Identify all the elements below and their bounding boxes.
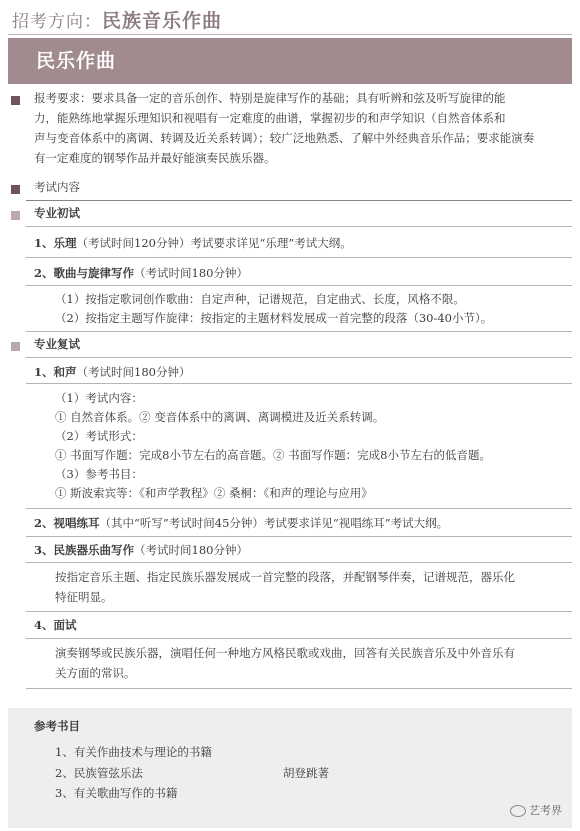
bullet-square: [11, 342, 20, 351]
divider: [26, 508, 572, 509]
divider: [26, 200, 572, 201]
retest-item-1: [34, 363, 190, 382]
retest-item-3: [34, 541, 248, 560]
item-head: 2、歌曲与旋律写作: [34, 266, 135, 280]
item-detail: （考试时间180分钟）: [134, 266, 248, 280]
retest-item-3-line-1: 按指定音乐主题、指定民族乐器发展成一首完整的段落，并配钢琴伴奏，记谱规范，器乐化: [55, 570, 515, 584]
requirements-line-4: 有一定难度的钢琴作品并最好能演奏民族乐器。: [34, 151, 276, 165]
divider: [26, 562, 572, 563]
references-author: 胡登跳著: [283, 766, 329, 780]
watermark: [510, 802, 562, 818]
item-detail: （考试时间180分钟）: [134, 543, 248, 557]
prelim-item-2-line-2: （2）按指定主题写作旋律：按指定的主题材料发展成一首完整的段落（30-40小节）。: [55, 311, 493, 325]
header-main: 民族音乐作曲: [102, 10, 223, 32]
retest-label: 专业复试: [34, 337, 80, 351]
retest-item-3-line-2: 特征明显。: [55, 590, 113, 604]
references-item-1: 1、有关作曲技术与理论的书籍: [55, 745, 212, 759]
retest-item-1-line-4: ① 书面写作题：完成8小节左右的高音题。② 书面写作题：完成8小节左右的低音题。: [55, 448, 491, 462]
retest-item-1-line-2: ① 自然音体系。② 变音体系中的离调、离调模进及近关系转调。: [55, 410, 385, 424]
bullet-square: [11, 96, 20, 105]
divider: [26, 226, 572, 227]
divider: [26, 331, 572, 332]
prelim-label: 专业初试: [34, 206, 80, 220]
divider: [26, 638, 572, 639]
requirements-line-2: 力，能熟练地掌握乐理知识和视唱有一定难度的曲谱，掌握初步的和声学知识（自然音体系和: [34, 111, 506, 125]
item-head: 1、和声: [34, 365, 77, 379]
retest-item-1-line-6: ① 斯波索宾等：《和声学教程》② 桑桐：《和声的理论与应用》: [55, 486, 373, 500]
references-item-3: 3、有关歌曲写作的书籍: [55, 786, 178, 800]
divider: [26, 257, 572, 258]
retest-item-1-line-3: （2）考试形式：: [55, 429, 143, 443]
header-divider: [8, 34, 572, 35]
item-head: 3、民族器乐曲写作: [34, 543, 135, 557]
requirements-line-1: 报考要求：要求具备一定的音乐创作、特别是旋律写作的基础；具有听辨和弦及听写旋律的能: [34, 91, 506, 105]
divider: [26, 285, 572, 286]
divider: [26, 611, 572, 612]
retest-item-4-line-2: 关方面的常识。: [55, 666, 136, 680]
retest-item-1-line-5: （3）参考书目：: [55, 467, 143, 481]
retest-item-4-line-1: 演奏钢琴或民族乐器，演唱任何一种地方风格民歌或戏曲，回答有关民族音乐及中外音乐有: [55, 646, 515, 660]
bullet-square: [11, 185, 20, 194]
item-head: 1、乐理: [34, 236, 77, 250]
divider: [26, 357, 572, 358]
retest-item-2: [34, 514, 448, 533]
retest-item-1-line-1: （1）考试内容：: [55, 391, 143, 405]
divider: [26, 383, 572, 384]
item-detail: （其中“听写”考试时间45分钟）考试要求详见“视唱练耳”考试大纲。: [99, 516, 449, 530]
prelim-item-2-line-1: （1）按指定歌词创作歌曲：自定声种，记谱规范，自定曲式、长度，风格不限。: [55, 292, 465, 306]
retest-item-4: 4、面试: [34, 618, 77, 632]
divider: [26, 688, 572, 689]
item-detail: （考试时间180分钟）: [76, 365, 191, 379]
prelim-item-1: [34, 234, 352, 253]
section-banner: 民乐作曲: [8, 38, 572, 84]
page-header-title: [12, 6, 222, 33]
item-head: 2、视唱练耳: [34, 516, 100, 530]
references-title: 参考书目: [34, 719, 80, 733]
bullet-square: [11, 211, 20, 220]
exam-content-label: 考试内容: [34, 180, 80, 194]
divider: [26, 536, 572, 537]
item-detail: （考试时间120分钟）考试要求详见“乐理”考试大纲。: [76, 236, 352, 250]
watermark-text: 艺考界: [529, 804, 562, 817]
requirements-line-3: 声与变音体系中的离调、转调及近关系转调）；较广泛地熟悉、了解中外经典音乐作品；要求能演奏: [34, 131, 535, 145]
prelim-item-2: [34, 264, 248, 283]
header-prefix: 招考方向：: [12, 12, 102, 32]
wechat-icon: [510, 805, 526, 817]
references-item-2: 2、民族管弦乐法: [55, 766, 143, 780]
